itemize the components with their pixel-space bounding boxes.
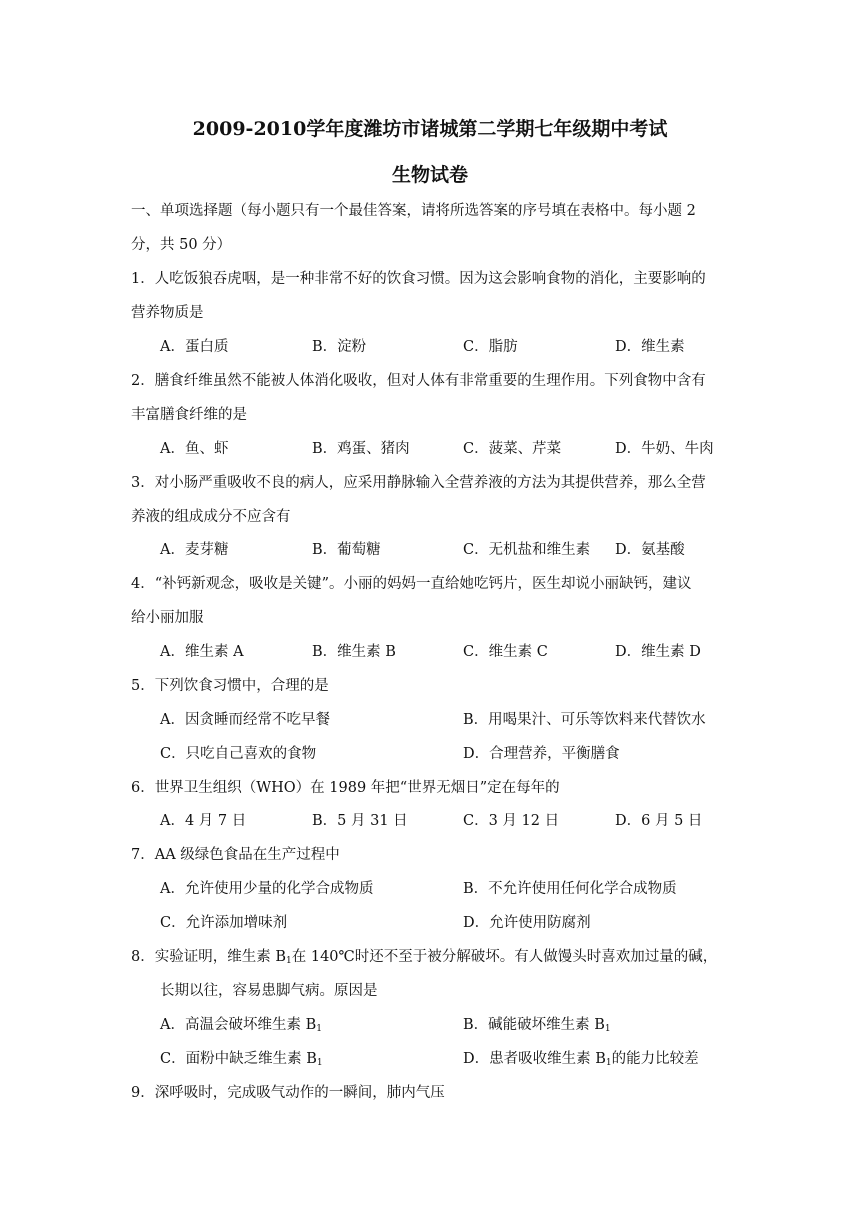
- question-1-text: 1．人吃饭狼吞虎咽，是一种非常不好的饮食习惯。因为这会影响食物的消化，主要影响的: [131, 271, 706, 287]
- question-3-option-b: B．葡萄糖: [312, 542, 381, 558]
- question-7-option-c: C．允许添加增味剂: [160, 915, 288, 931]
- question-2-option-c: C．菠菜、芹菜: [463, 441, 562, 457]
- question-8-option-c: C．面粉中缺乏维生素 $B_1$: [160, 1051, 323, 1068]
- question-6-option-b: B．5 月 31 日: [312, 813, 408, 829]
- question-6-option-a: A．4 月 7 日: [160, 813, 247, 829]
- question-2-option-a: A．鱼、虾: [160, 441, 229, 457]
- question-4-option-d: D．维生素 D: [615, 644, 701, 660]
- question-3-text-cont: 养液的组成成分不应含有: [131, 509, 291, 525]
- question-3-option-a: A．麦芽糖: [160, 542, 229, 558]
- question-4-option-b: B．维生素 B: [312, 644, 396, 660]
- question-2-text-cont: 丰富膳食纤维的是: [131, 407, 247, 423]
- question-3-text: 3．对小肠严重吸收不良的病人，应采用静脉输入全营养液的方法为其提供营养，那么全营: [131, 475, 706, 491]
- question-5-option-c: C．只吃自己喜欢的食物: [160, 746, 317, 762]
- exam-subtitle: 生物试卷: [391, 164, 468, 186]
- question-5-option-d: D．合理营养，平衡膳食: [463, 746, 620, 762]
- question-2-text: 2．膳食纤维虽然不能被人体消化吸收，但对人体有非常重要的生理作用。下列食物中含有: [131, 373, 706, 389]
- question-6-option-c: C．3 月 12 日: [463, 813, 560, 829]
- question-7-option-d: D．允许使用防腐剂: [463, 915, 591, 931]
- question-2-option-b: B．鸡蛋、猪肉: [312, 441, 410, 457]
- section-instructions-line1: 一、单项选择题（每小题只有一个最佳答案，请将所选答案的序号填在表格中。每小题 2: [131, 203, 696, 219]
- question-6-text: 6．世界卫生组织（WHO）在 1989 年把“世界无烟日”定在每年的: [131, 780, 560, 796]
- question-4-option-c: C．维生素 C: [463, 644, 548, 660]
- question-8-text: 8．实验证明，维生素 $B_1$在 140℃时还不至于被分解破坏。有人做馒头时喜欢加过量的碱，: [131, 949, 718, 966]
- question-5-option-b: B．用喝果汁、可乐等饮料来代替饮水: [463, 712, 706, 728]
- question-1-option-d: D．维生素: [615, 339, 685, 355]
- question-8-option-a: A．高温会破坏维生素 $B_1$: [160, 1017, 322, 1034]
- section-instructions-line2: 分，共 50 分）: [131, 237, 232, 253]
- exam-title: 2009-2010学年度潍坊市诸城第二学期七年级期中考试: [192, 118, 668, 140]
- question-8-option-b: B．碱能破坏维生素 $B_1$: [463, 1017, 611, 1034]
- question-3-option-d: D．氨基酸: [615, 542, 685, 558]
- question-6-option-d: D．6 月 5 日: [615, 813, 703, 829]
- question-7-option-b: B．不允许使用任何化学合成物质: [463, 881, 677, 897]
- question-7-option-a: A．允许使用少量的化学合成物质: [160, 881, 374, 897]
- question-5-option-a: A．因贪睡而经常不吃早餐: [160, 712, 330, 728]
- question-9-text: 9．深呼吸时，完成吸气动作的一瞬间，肺内气压: [131, 1085, 445, 1101]
- question-4-text-cont: 给小丽加服: [131, 610, 204, 626]
- question-2-option-d: D．牛奶、牛肉: [615, 441, 714, 457]
- question-1-option-c: C．脂肪: [463, 339, 518, 355]
- question-8-option-d: D．患者吸收维生素 $B_1$的能力比较差: [463, 1051, 699, 1068]
- question-1-option-a: A．蛋白质: [160, 339, 229, 355]
- question-5-text: 5．下列饮食习惯中，合理的是: [131, 678, 329, 694]
- question-8-text-cont: 长期以往，容易患脚气病。原因是: [160, 983, 378, 999]
- question-1-option-b: B．淀粉: [312, 339, 367, 355]
- question-1-text-cont: 营养物质是: [131, 305, 204, 321]
- question-7-text: 7．AA 级绿色食品在生产过程中: [131, 847, 340, 863]
- question-4-text: 4．“补钙新观念，吸收是关键”。小丽的妈妈一直给她吃钙片，医生却说小丽缺钙，建议: [131, 576, 692, 592]
- question-3-option-c: C．无机盐和维生素: [463, 542, 591, 558]
- question-4-option-a: A．维生素 A: [160, 644, 244, 660]
